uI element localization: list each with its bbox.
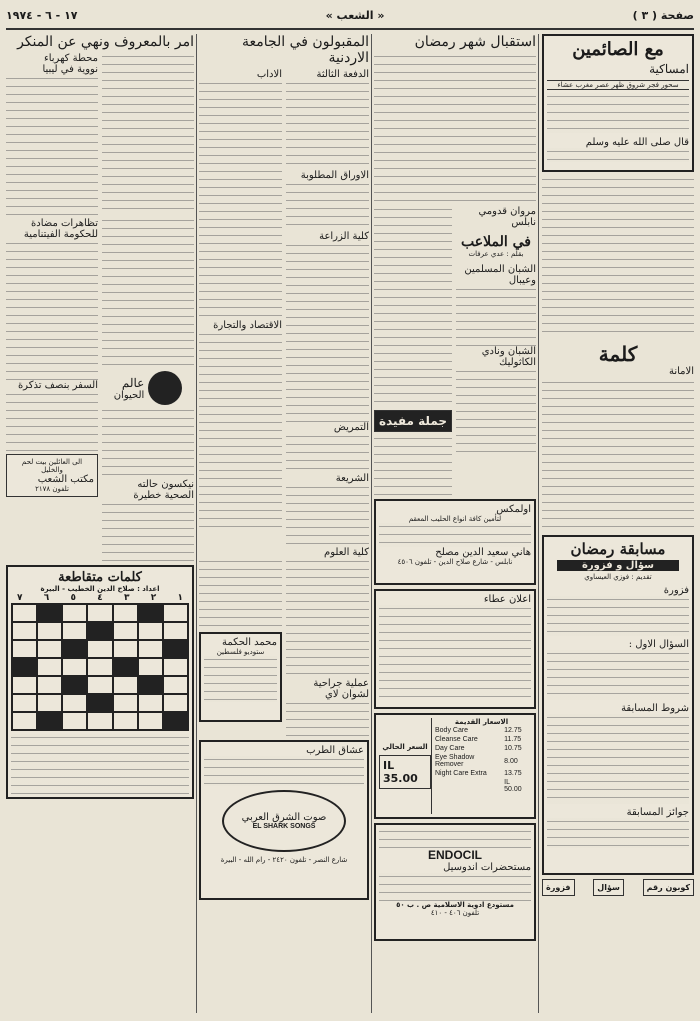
university-column	[199, 34, 369, 1014]
batch-text	[286, 80, 369, 170]
author-name: مروان قدومي	[478, 206, 536, 217]
sharia-text	[286, 484, 369, 544]
contest-box	[542, 535, 694, 875]
studio-text	[204, 656, 277, 702]
endocil-text	[379, 873, 531, 901]
papers-text	[286, 181, 369, 231]
endocil-ad	[374, 823, 536, 941]
batch-title: الدفعة الثالثة	[316, 69, 369, 80]
nursing-text	[286, 433, 369, 473]
sports-text	[374, 206, 452, 406]
shark-songs-ad	[199, 740, 369, 900]
nawawiya-title: نووية في ليبيا	[42, 64, 98, 75]
hadith-text	[547, 148, 689, 162]
kahraba-title: محطة كهرباء	[44, 53, 98, 64]
prayer-times-header: سحور فجر شروق ظهر عصر مغرب عشاء	[547, 80, 689, 90]
office-notice	[6, 454, 98, 497]
current-price-label: السعر الحالي	[382, 743, 428, 751]
studio-ad	[199, 632, 282, 722]
coupon-strip[interactable]	[542, 879, 694, 896]
table-row: IL 50.00	[504, 779, 522, 793]
match-text-2	[456, 368, 536, 458]
fazzura-label: فزورة	[663, 585, 689, 596]
crossword-grid[interactable]	[11, 603, 189, 731]
notice-text: الى العائلين بيت لحم والخليل	[21, 458, 83, 474]
column-divider	[196, 34, 197, 1013]
imsakiya-box	[542, 34, 694, 172]
agri-text	[286, 242, 369, 422]
shark-address: شارع النصر - تلفون ٢٤٢٠ - رام الله - البيرة	[220, 856, 348, 864]
article-text	[542, 176, 694, 336]
ramadan-headline: استقبال شهر رمضان	[414, 34, 536, 50]
shark-english: EL SHARK SONGS	[252, 823, 316, 830]
table-row: Body Care 12.75	[435, 727, 522, 734]
endocil-subtitle: مستحضرات اندوسيل	[443, 862, 531, 873]
author-city: نابلس	[511, 217, 536, 228]
question-text	[547, 650, 689, 700]
hadith-title: قال صلى الله عليه وسلم	[585, 137, 689, 148]
prices-ad	[374, 713, 536, 819]
science-title: كلية العلوم	[324, 547, 369, 558]
agri-title: كلية الزراعة	[319, 231, 369, 242]
ad-address: نابلس - شارع صلاح الدين - تلفون ٤٥٠٦	[397, 558, 513, 566]
crossword-author: اعداد : صلاح الدين الخطيب - البيرة	[40, 585, 160, 593]
contest-title: مسابقة رمضان	[570, 540, 666, 558]
university-headline: المقبولون في الجامعة الاردنية	[241, 34, 369, 66]
endocil-intro	[379, 828, 531, 848]
animal-title: عالم	[121, 375, 145, 390]
masthead	[6, 4, 694, 26]
endocil-address: مستودع ادوية الاسلامية ص . ب ٥٠	[396, 901, 514, 909]
surgery-text	[286, 700, 369, 736]
coupon-number: كوبون رقم	[643, 879, 694, 896]
kahraba-text	[6, 75, 98, 215]
contest-subtitle: سؤال و فزورة	[557, 560, 679, 571]
prizes-text	[547, 818, 689, 848]
endocil-phone: تلفون ٤٠٦ - ٤١٠	[430, 909, 480, 917]
econ-title: الاقتصاد والتجارة	[213, 320, 282, 331]
ad-text	[379, 523, 531, 547]
section-title: مع الصائمين	[572, 39, 664, 60]
paper-name: « الشعب »	[325, 8, 385, 22]
nixon-subtitle: الصحية خطيرة	[133, 490, 194, 501]
contest-presenter: تقديم : فوزي العيساوي	[584, 573, 652, 581]
article-text	[102, 53, 194, 213]
jumla-logo: جملة مفيدة	[374, 410, 452, 432]
right-column	[542, 34, 694, 1014]
sports-block	[374, 206, 536, 495]
table-row: Night Care Extra 13.75	[435, 770, 522, 777]
prayer-times-table	[547, 93, 689, 133]
kalima-text	[542, 379, 694, 529]
article-text-2	[102, 217, 194, 367]
rules-title: شروط المسابقة	[621, 703, 689, 714]
olmix-ad	[374, 499, 536, 585]
science-text-2	[199, 558, 282, 628]
kalima-title: كلمة	[598, 342, 638, 366]
crossword-numbers: ١ ٢ ٣ ٤ ٥ ٦ ٧	[17, 593, 183, 603]
sports-byline: بقلم : عدي عرفات	[468, 250, 524, 258]
coupon-question: سؤال	[593, 879, 624, 896]
surgery-title: عملية جراحية لشوان لاي	[313, 678, 369, 700]
match-text-1	[456, 286, 536, 346]
imsakiya-title: امساكية	[649, 62, 689, 76]
masthead-rule	[6, 28, 694, 30]
current-price: IL 35.00	[379, 755, 431, 789]
table-row: Day Care 10.75	[435, 745, 522, 752]
price-table	[432, 726, 531, 794]
travel-title: السفر بنصف تذكرة	[17, 380, 98, 391]
table-row: Cleanse Care 11.75	[435, 736, 522, 743]
crossword-clues	[11, 734, 189, 794]
studio-subtitle: ستوديو فلسطين	[216, 648, 265, 656]
science-text	[286, 558, 369, 678]
lovers-title: عشاق الطرب	[306, 745, 364, 756]
left-headline: امر بالمعروف ونهي عن المنكر	[17, 34, 194, 50]
lovers-text	[204, 756, 364, 786]
animal-subtitle: الحيوان	[113, 389, 145, 401]
office-name: مكتب الشعب	[37, 474, 94, 485]
protests-subtitle: للحكومة الفيتنامية	[23, 229, 98, 240]
kalima-subtitle: الامانة	[668, 366, 694, 377]
sports-logo: في الملاعب	[461, 234, 531, 250]
shark-logo	[222, 790, 346, 852]
middle-column	[374, 34, 536, 1014]
protests-text	[6, 240, 98, 380]
animal-text	[102, 407, 194, 479]
animal-world-logo	[102, 371, 194, 405]
shark-title: صوت الشرق العربي	[241, 812, 327, 823]
column-divider	[538, 34, 539, 1013]
papers-title: الاوراق المطلوبة	[300, 170, 369, 181]
issue-date: ١٧ - ٦ - ١٩٧٤	[6, 8, 78, 22]
protests-title: تظاهرات مضادة	[31, 218, 98, 229]
tender-notice	[374, 589, 536, 709]
arts-title: الاداب	[256, 69, 282, 80]
rules-text	[547, 714, 689, 804]
endocil-title: ENDOCIL	[428, 848, 482, 862]
sharia-title: الشريعة	[335, 473, 369, 484]
match-title-2: الشبان ونادي الكاثوليك	[481, 346, 536, 368]
crossword-box	[6, 565, 194, 799]
travel-text	[6, 391, 98, 451]
coupon-fazzura: فزورة	[542, 879, 575, 896]
jumla-text	[374, 435, 452, 495]
ad-owner: هاني سعيد الدين مصلح	[435, 547, 531, 558]
match-title-1: الشبان المسلمين وعيبال	[464, 264, 536, 286]
nixon-title: نيكسون حالته	[137, 479, 194, 490]
tender-text	[379, 605, 531, 697]
page-label: صفحة ( ٣ )	[632, 8, 694, 22]
office-phone: تلفون ٢١٧٨	[35, 485, 69, 493]
econ-text	[199, 331, 282, 531]
ad-tagline: لتأمين كافة انواع الحليب المعقم	[408, 515, 502, 523]
question-label: السؤال الاول :	[628, 639, 689, 650]
nursing-title: التمريض	[333, 422, 369, 433]
tender-title: اعلان عطاء	[483, 594, 531, 605]
ramadan-text	[374, 53, 536, 203]
crossword-title: كلمات متقاطعة	[58, 570, 142, 585]
ad-title: اولمكس	[496, 504, 531, 515]
prizes-title: جوائز المسابقة	[626, 807, 689, 818]
left-column	[6, 34, 194, 1014]
arts-text	[199, 80, 282, 320]
nixon-text	[102, 501, 194, 561]
table-row: Eye Shadow Remover 8.00	[435, 754, 518, 768]
fazzura-text	[547, 596, 689, 636]
studio-title: محمد الحكمة	[222, 637, 277, 648]
column-divider	[371, 34, 372, 1013]
old-prices-title: الاسعار القديمة	[454, 718, 509, 726]
